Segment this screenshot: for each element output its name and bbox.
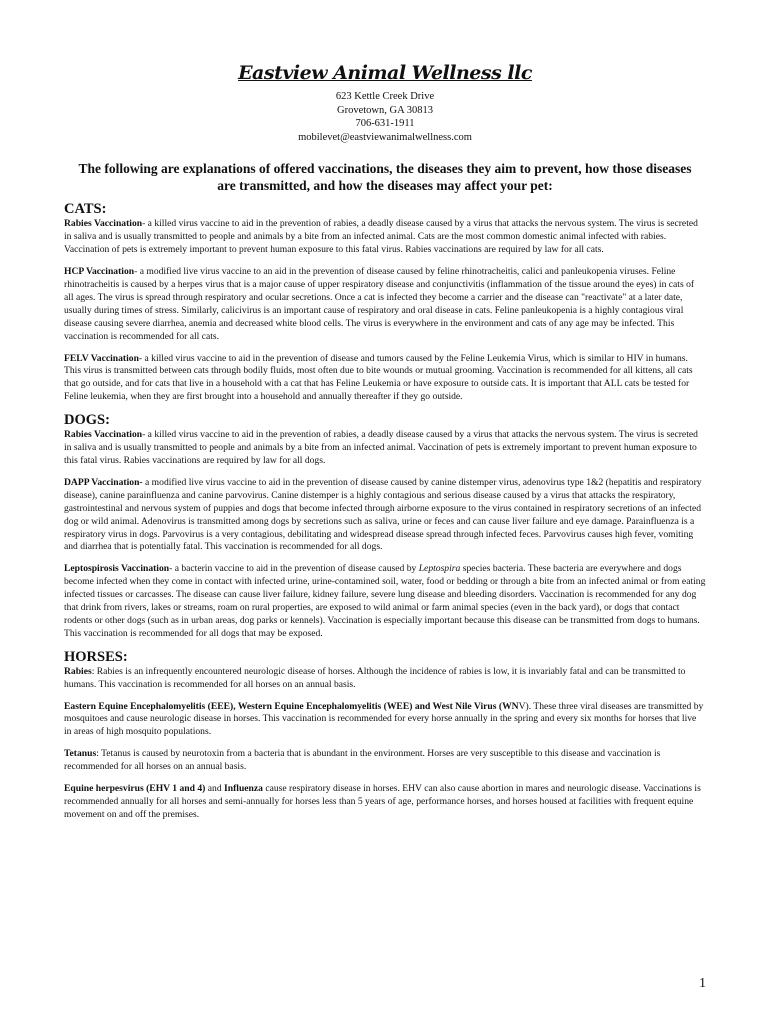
term: Rabies Vaccination [64,429,143,441]
description: a modified live virus vaccine to aid in the prevention of disease caused by canine distemper virus, adenovirus type 1&2 (hepatitis and respiratory disease), canine parainfluenza and canine parvovirus. Canine distemper is a highly contagious and serious disease caused by a virus that attacks the respiratory, gastrointestinal and nervous system of puppies and dogs that become infected through airborne exposure to the virus contained in respiratory secretions of an infected dog or wild animal. Adenovirus is transmitted among dogs by secretions such as saliva, urine or feces and can cause liver failure and eye damage. Parainfluenza is a respiratory virus in dogs. Parvovirus is a very contagious, debilitating and widespread disease spread through infected feces. Parvovirus causes high fever, vomiting and diarrhea that is potentially fatal. This vaccination is recommended for all dogs. [64,476,702,553]
horse-eee-wee-wnv-paragraph [64,701,706,740]
horse-ehv-influenza-paragraph [64,783,706,822]
letterhead [64,62,706,144]
intro-heading: The following are explanations of offered vaccinations, the diseases they aim to prevent, how those diseases are transmitted, and how the diseases may affect your pet: [78,161,692,194]
street-address: 623 Kettle Creek Drive [335,91,435,102]
phone-number: 706-631-1911 [355,118,415,130]
description: : Rabies is an infrequently encountered neurologic disease of horses. Although the incidence of rabies is low, it is invariably fatal and can be transmitted to humans. This vaccination is recommended for all horses on an annual basis. [64,665,686,690]
section-heading-dogs: DOGS: [64,412,110,429]
city-state-zip: Grovetown, GA 30813 [337,104,433,116]
term-2: Influenza [224,783,263,795]
description: - a modified live virus vaccine to an aid in the prevention of disease caused by feline rhinotracheitis, calici and panleukopenia viruses. Feline rhinotracheitis is caused by a herpes virus that is a major cause of upper respiratory disease and conjunctivitis (inflammation of the tissue around the eyes) in cats of all ages. The virus is spread through respiratory and ocular secretions. Once a cat is infected they become a carrier and the disease can "reactivate" at a later date, usually during times of stress. Similarly, calicivirus is an important cause of respiratory and oral disease in cats. Feline panleukopenia is a highly contagious viral disease causing severe diarrhea, anemia and decreased white blood cells. The virus is everywhere in the environment and cats of any age may be infected. This vaccination is recommended for all cats. [64,266,695,342]
term: Eastern Equine Encephalomyelitis (EEE), Western Equine Encephalomyelitis (WEE) and West Nile Virus (WN [64,700,519,712]
horse-tetanus-paragraph [64,748,706,774]
dog-lepto-paragraph [64,563,706,640]
term: DAPP Vaccination- [64,476,143,488]
term: Leptospirosis Vaccination [64,563,170,575]
term: Tetanus [64,748,97,760]
cat-rabies-paragraph [64,218,706,257]
page-number: 1 [699,976,706,991]
connector: and [205,783,225,795]
section-heading-cats: CATS: [64,201,107,218]
description: - a killed virus vaccine to aid in the prevention of rabies, a deadly disease caused by a virus that attacks the nervous system. The virus is secreted in saliva and is usually transmitted to people and animals by a bite from an infected animal. Vaccination of pets is extremely important to prevent human exposure to this fatal virus. Rabies vaccinations are required by law for all dogs. [64,429,698,466]
term: Rabies [64,665,92,677]
term: FELV Vaccination [64,352,139,364]
description: - a bacterin vaccine to aid in the prevention of disease caused by [169,563,419,575]
term: HCP Vaccination [64,266,135,278]
term: Rabies Vaccination [64,218,143,230]
cat-felv-paragraph [64,353,706,405]
description: V). These three viral diseases are transmitted by mosquitoes and cause neurologic disease in horses. This vaccination is recommended for every horse annually in the spring and every six months for horses that live in areas of high mosquito populations. [64,700,704,738]
species-name: Leptospira [418,563,461,575]
description-cont: species bacteria. These bacteria are everywhere and dogs become infected when they come in contact with infected urine, urine-contamined soil, water, food or bedding or through a bite from an infected animal or from eating infected tissues or carcasses. The disease can cause liver failure, kidney failure, severe lung disease and bleeding disorders. Vaccination is recommended for any dog that drink from rivers, lakes or streams, roam on rural properties, are exposed to wild animal or farm animal species (even in the back yard), or dogs that contact rodents or other dogs (such as in urban areas, dog parks or kennels). Vaccination is especially important because this disease can be transmitted from dogs to humans. This vaccination is recommended for all dogs that may be exposed. [64,563,706,639]
email-address: mobilevet@eastviewanimalwellness.com [298,131,472,143]
description: - a killed virus vaccine to aid in the prevention of disease and tumors caused by the Feline Leukemia Virus, which is similar to HIV in humans. This virus is transmitted between cats through bodily fluids, most often due to bite wounds or mutual grooming. Vaccination is recommended for all kittens, all cats that go outside, and for cats that live in a household with a cat that has Feline Leukemia or have exposure to outside cats. It is important that ALL cats be tested for Feline leukemia, when they are first brought into a household and annually thereafter if they go outside. [64,352,693,403]
dog-dapp-paragraph [64,477,706,554]
dog-rabies-paragraph [64,429,706,468]
cat-hcp-paragraph [64,266,706,343]
description: : Tetanus is caused by neurotoxin from a bacteria that is abundant in the environment. Horses are very susceptible to this disease and vaccination is recommended for all horses on an annual basis. [64,748,661,773]
section-heading-horses: HORSES: [64,648,128,665]
term: Equine herpesvirus (EHV 1 and 4) [64,783,206,795]
description: cause respiratory disease in horses. EHV can also cause abortion in mares and neurologic disease. Vaccinations is recommended annually for all horses and semi-annually for horses less than 5 years of age, performance horses, and horses housed at facilities with frequent equine movement on and off the premises. [64,783,701,820]
description: - a killed virus vaccine to aid in the prevention of rabies, a deadly disease caused by a virus that attacks the nervous system. The virus is secreted in saliva and is usually transmitted to people and animals by a bite from an infected animal. Cats are the most common domestic animal infected with rabies. Vaccination of pets is extremely important to prevent human exposure to this fatal virus. Rabies vaccinations are required by law for all cats. [64,218,698,256]
horse-rabies-paragraph [64,666,706,692]
organization-name: Eastview Animal Wellness llc [238,62,532,84]
